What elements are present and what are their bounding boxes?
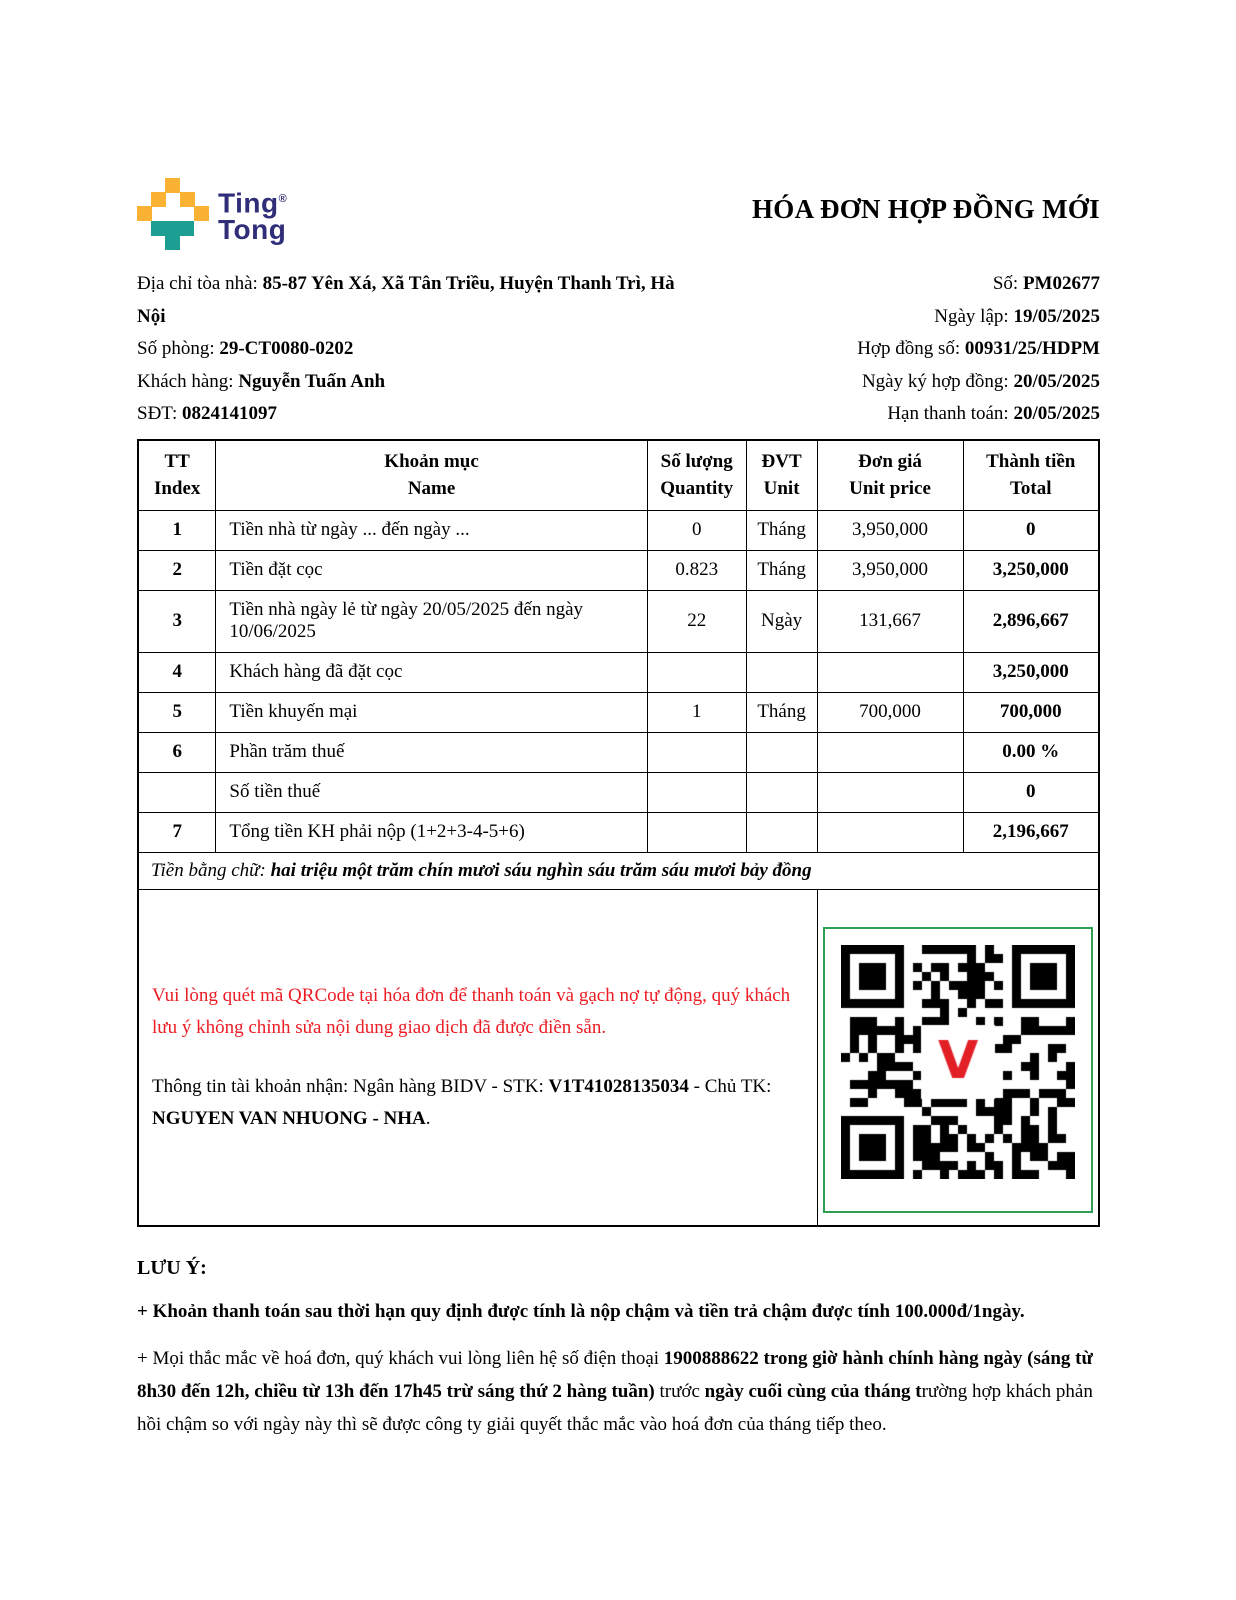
text-segment: rường hợp khách phản hồi chậm so với ngày này thì sẽ được công ty giải quyết thắc mắc vào hoá đơn của tháng tiếp theo. xyxy=(137,1381,1093,1436)
info-value: 20/05/2025 xyxy=(1013,403,1100,424)
text-segment: Thông tin tài khoản nhận: Ngân hàng BIDV - STK: xyxy=(152,1075,549,1097)
info-value: 85-87 Yên Xá, Xã Tân Triều, Huyện Thanh Trì, Hà Nội xyxy=(137,273,675,327)
payment-row xyxy=(138,889,1099,1226)
cell-unit xyxy=(746,732,817,772)
cell-unit: Tháng xyxy=(746,550,817,590)
text-segment: ngày cuối cùng của tháng t xyxy=(704,1381,922,1403)
cell-unit-price: 700,000 xyxy=(817,692,963,732)
cell-total: 0 xyxy=(963,510,1099,550)
text-segment: . xyxy=(425,1107,431,1129)
text-segment: trước xyxy=(654,1381,705,1403)
cell-name: Tiền khuyến mại xyxy=(216,692,647,732)
cell-index: 6 xyxy=(138,732,216,772)
logo-square xyxy=(165,178,180,193)
info-value: 0824141097 xyxy=(181,403,277,424)
cell-index: 2 xyxy=(138,550,216,590)
info-value: 19/05/2025 xyxy=(1013,305,1100,327)
customer-info-line xyxy=(137,366,682,399)
text-segment: - Chủ TK: xyxy=(688,1075,772,1097)
payment-instructions-cell xyxy=(138,889,817,1226)
cell-name: Tiền nhà ngày lẻ từ ngày 20/05/2025 đến ngày 10/06/2025 xyxy=(216,590,647,652)
tingtong-logo xyxy=(137,178,287,250)
col-header-total: Thành tiền Total xyxy=(963,440,1099,511)
cell-unit: Tháng xyxy=(746,692,817,732)
amount-in-words-value: hai triệu một trăm chín mươi sáu nghìn sáu trăm sáu mươi bảy đồng xyxy=(270,859,812,881)
info-label: Số: xyxy=(992,273,1023,294)
amount-in-words xyxy=(138,852,1099,889)
cell-quantity xyxy=(647,652,746,692)
col-header-index: TT Index xyxy=(138,440,216,511)
cell-name: Phần trăm thuế xyxy=(216,732,647,772)
cell-quantity xyxy=(647,772,746,812)
info-label: SĐT: xyxy=(137,403,182,424)
table-row xyxy=(138,692,1099,732)
info-label: Số phòng: xyxy=(137,338,220,359)
qr-code-frame xyxy=(823,927,1093,1213)
table-row xyxy=(138,590,1099,652)
cell-total: 2,196,667 xyxy=(963,812,1099,852)
cell-name: Tổng tiền KH phải nộp (1+2+3-4-5+6) xyxy=(216,812,647,852)
info-label: Hợp đồng số: xyxy=(857,338,965,359)
logo-square xyxy=(165,236,180,250)
cell-unit: Tháng xyxy=(746,510,817,550)
invoice-table xyxy=(137,439,1100,1228)
late-payment-note: + Khoản thanh toán sau thời hạn quy định được tính là nộp chậm và tiền trả chậm được tính 100.000đ/1ngày. xyxy=(137,1301,1025,1323)
cell-unit xyxy=(746,772,817,812)
table-header-row xyxy=(138,440,1099,511)
cell-name: Tiền đặt cọc xyxy=(216,550,647,590)
cell-name: Khách hàng đã đặt cọc xyxy=(216,652,647,692)
amount-in-words-row xyxy=(138,852,1099,889)
text-segment: + Mọi thắc mắc về hoá đơn, quý khách vui lòng liên hệ số điện thoại xyxy=(137,1348,664,1370)
cell-total: 3,250,000 xyxy=(963,550,1099,590)
col-header-unit-price: Đơn giá Unit price xyxy=(817,440,963,511)
cell-quantity: 0.823 xyxy=(647,550,746,590)
page-title: HÓA ĐƠN HỢP ĐỒNG MỚI xyxy=(751,194,1100,224)
cell-quantity: 1 xyxy=(647,692,746,732)
registered-mark: ® xyxy=(278,193,288,205)
logo-square xyxy=(180,192,195,207)
col-header-quantity: Số lượng Quantity xyxy=(647,440,746,511)
info-value: PM02677 xyxy=(1022,273,1100,294)
cell-index xyxy=(138,772,216,812)
invoice-info xyxy=(137,268,1100,431)
info-value: 20/05/2025 xyxy=(1013,370,1100,392)
tingtong-logo-icon xyxy=(137,178,207,250)
text-segment: V1T41028135034 xyxy=(548,1075,689,1097)
info-value: Nguyễn Tuấn Anh xyxy=(238,370,386,392)
text-segment: NGUYEN VAN NHUONG - NHA xyxy=(152,1107,426,1129)
cell-total: 700,000 xyxy=(963,692,1099,732)
tingtong-logo-text xyxy=(218,186,288,246)
col-header-unit: ĐVT Unit xyxy=(746,440,817,511)
logo-text-bottom: Tong xyxy=(218,214,287,246)
invoice-meta-line xyxy=(682,398,1100,431)
col-header-name: Khoản mục Name xyxy=(216,440,647,511)
table-row xyxy=(138,732,1099,772)
cell-unit-price xyxy=(817,772,963,812)
cell-total: 0.00 % xyxy=(963,732,1099,772)
cell-unit xyxy=(746,652,817,692)
customer-info-line xyxy=(137,398,682,431)
logo-square xyxy=(151,192,166,207)
customer-info-line xyxy=(137,268,682,333)
qr-warning-text: Vui lòng quét mã QRCode tại hóa đơn để thanh toán và gạch nợ tự động, quý khách lưu ý không chỉnh sửa nội dung giao dịch đã được điền sẵn. xyxy=(152,984,791,1038)
invoice-header xyxy=(137,178,1100,250)
cell-unit xyxy=(746,812,817,852)
table-row xyxy=(138,652,1099,692)
cell-index: 7 xyxy=(138,812,216,852)
cell-unit-price: 131,667 xyxy=(817,590,963,652)
cell-total: 2,896,667 xyxy=(963,590,1099,652)
cell-name: Số tiền thuế xyxy=(216,772,647,812)
cell-unit: Ngày xyxy=(746,590,817,652)
invoice-meta-line xyxy=(682,301,1100,334)
customer-info-line xyxy=(137,333,682,366)
qr-code xyxy=(841,945,1075,1179)
cell-unit-price: 3,950,000 xyxy=(817,510,963,550)
cell-quantity: 0 xyxy=(647,510,746,550)
cell-unit-price: 3,950,000 xyxy=(817,550,963,590)
invoice-meta-line xyxy=(682,333,1100,366)
table-row xyxy=(138,772,1099,812)
cell-unit-price xyxy=(817,732,963,772)
cell-index: 3 xyxy=(138,590,216,652)
info-value: 29-CT0080-0202 xyxy=(219,338,354,359)
logo-square xyxy=(151,221,194,236)
logo-square xyxy=(137,206,152,221)
cell-index: 4 xyxy=(138,652,216,692)
cell-index: 5 xyxy=(138,692,216,732)
invoice-meta-line xyxy=(682,366,1100,399)
cell-unit-price xyxy=(817,812,963,852)
logo-text-top: Ting® xyxy=(218,187,288,219)
text-segment: 1900888622 trong giờ hành chính hàng ngày (sáng từ 8h30 đến 12h, chiều từ 13h đến 17h45 trừ sáng thứ 2 hàng tuần) xyxy=(137,1348,1093,1403)
info-label: Hạn thanh toán: xyxy=(887,403,1014,424)
table-row xyxy=(138,550,1099,590)
cell-unit-price xyxy=(817,652,963,692)
qr-code-cell xyxy=(817,889,1099,1226)
table-row xyxy=(138,510,1099,550)
info-label: Khách hàng: xyxy=(137,370,239,392)
table-row xyxy=(138,812,1099,852)
info-label: Ngày lập: xyxy=(934,305,1014,327)
invoice-content xyxy=(137,178,1100,1441)
logo-square xyxy=(194,206,209,221)
hotline-note xyxy=(137,1342,1100,1441)
cell-total: 3,250,000 xyxy=(963,652,1099,692)
invoice-meta-line xyxy=(682,268,1100,301)
cell-index: 1 xyxy=(138,510,216,550)
notes-section xyxy=(137,1257,1100,1441)
info-label: Ngày ký hợp đồng: xyxy=(861,370,1014,392)
customer-info-block xyxy=(137,268,682,431)
notes-heading: LƯU Ý: xyxy=(137,1257,207,1280)
info-label: Địa chỉ tòa nhà: xyxy=(137,273,263,294)
cell-quantity: 22 xyxy=(647,590,746,652)
info-value: 00931/25/HDPM xyxy=(964,338,1100,359)
bank-account-text xyxy=(152,1071,791,1135)
invoice-meta-block xyxy=(682,268,1100,431)
amount-in-words-label: Tiền bằng chữ: xyxy=(151,859,271,881)
cell-total: 0 xyxy=(963,772,1099,812)
cell-name: Tiền nhà từ ngày ... đến ngày ... xyxy=(216,510,647,550)
cell-quantity xyxy=(647,812,746,852)
cell-quantity xyxy=(647,732,746,772)
